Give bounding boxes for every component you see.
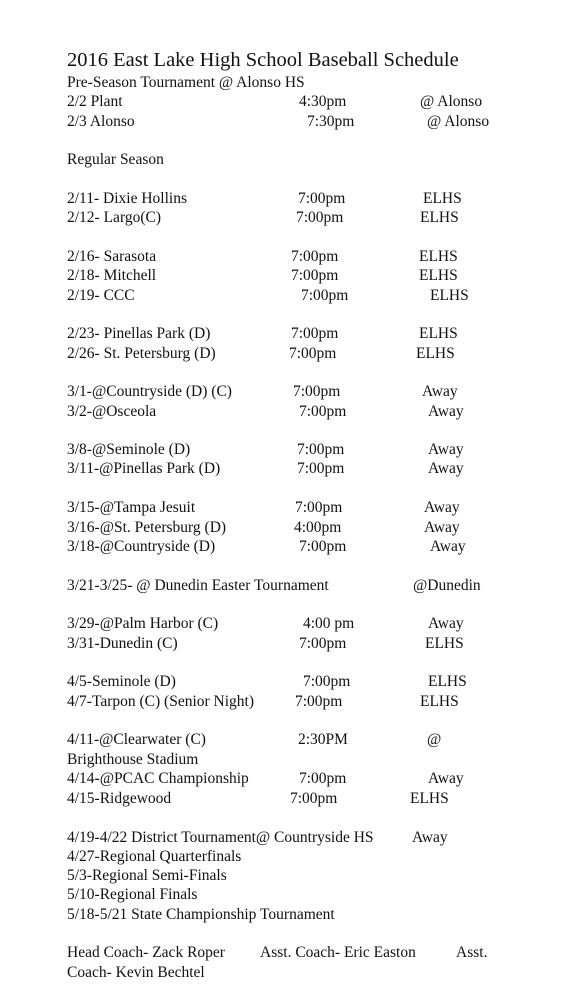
schedule-line [0, 847, 563, 867]
entry-location: ELHS [420, 209, 459, 226]
entry-time: 7:00pm [299, 635, 347, 652]
schedule-line [0, 150, 563, 170]
entry-location: Asst. [456, 944, 488, 961]
entry-location: ELHS [423, 190, 462, 207]
entry-text: 3/18-@Countryside (D) [67, 538, 216, 555]
entry-time: 7:00pm [291, 325, 339, 342]
entry-time: 7:00pm [289, 345, 337, 362]
entry-location: @ Alonso [420, 93, 483, 110]
entry-location: Away [428, 615, 464, 632]
schedule-line [0, 905, 563, 925]
schedule-line [0, 440, 563, 460]
entry-location: Away [422, 383, 458, 400]
schedule-line [0, 112, 563, 132]
entry-time: 7:00pm [296, 209, 344, 226]
entry-text: 4/15-Ridgewood [67, 790, 172, 807]
entry-text: 4/11-@Clearwater (C) [67, 731, 206, 748]
entry-text: 3/11-@Pinellas Park (D) [67, 460, 221, 477]
entry-location: ELHS [419, 248, 458, 265]
entry-time: 7:00pm [303, 673, 351, 690]
entry-time: 7:00pm [299, 538, 347, 555]
schedule-line [0, 943, 563, 963]
entry-time: 2:30PM [298, 731, 348, 748]
entry-time: 7:30pm [307, 113, 355, 130]
entry-location: ELHS [425, 635, 464, 652]
schedule-line [0, 614, 563, 634]
schedule-line [0, 382, 563, 402]
schedule-line [0, 576, 563, 596]
entry-text: 2/12- Largo(C) [67, 209, 161, 226]
entry-location: @ Alonso [427, 113, 490, 130]
entry-location: Away [412, 829, 448, 846]
schedule-line [0, 537, 563, 557]
schedule-line [0, 634, 563, 654]
schedule-line [0, 866, 563, 886]
schedule-line [0, 885, 563, 905]
entry-text: 3/2-@Osceola [67, 403, 157, 420]
entry-text: 3/21-3/25- @ Dunedin Easter Tournament [67, 577, 329, 594]
schedule-line [0, 730, 563, 750]
entry-time: 7:00pm [293, 383, 341, 400]
entry-text: 4/27-Regional Quarterfinals [67, 848, 242, 865]
schedule-line [0, 518, 563, 538]
entry-location: Away [424, 519, 460, 536]
entry-location: Away [428, 403, 464, 420]
entry-time: 7:00pm [295, 693, 343, 710]
entry-time: 7:00pm [291, 267, 339, 284]
entry-time: 7:00pm [297, 460, 345, 477]
entry-text: Coach- Kevin Bechtel [67, 964, 205, 981]
entry-text: 2/11- Dixie Hollins [67, 190, 187, 207]
entry-text: 4/14-@PCAC Championship [67, 770, 249, 787]
schedule-line [0, 963, 563, 983]
entry-time: 7:00pm [301, 287, 349, 304]
entry-text: 4/19-4/22 District Tournament@ Countryside HS [67, 829, 374, 846]
schedule-line [0, 344, 563, 364]
entry-location: @Dunedin [413, 577, 481, 594]
schedule-line [0, 750, 563, 770]
entry-text: 3/16-@St. Petersburg (D) [67, 519, 227, 536]
entry-text: Head Coach- Zack Roper [67, 944, 225, 961]
entry-text: 2/3 Alonso [67, 113, 135, 130]
entry-time: 7:00pm [298, 190, 346, 207]
entry-text: 3/8-@Seminole (D) [67, 441, 191, 458]
schedule-line [0, 789, 563, 809]
entry-time: 7:00pm [299, 770, 347, 787]
entry-location: ELHS [420, 693, 459, 710]
schedule-line [0, 92, 563, 112]
entry-text: 5/3-Regional Semi-Finals [67, 867, 227, 884]
entry-location: Away [430, 538, 466, 555]
entry-time: 7:00pm [291, 248, 339, 265]
entry-time: 7:00pm [295, 499, 343, 516]
entry-text: 3/15-@Tampa Jesuit [67, 499, 196, 516]
entry-location: Away [428, 441, 464, 458]
schedule-line [0, 498, 563, 518]
entry-text: 2/23- Pinellas Park (D) [67, 325, 211, 342]
entry-text: 2/26- St. Petersburg (D) [67, 345, 216, 362]
entry-text: 3/31-Dunedin (C) [67, 635, 178, 652]
entry-text: 2/16- Sarasota [67, 248, 157, 265]
entry-text: 2/19- CCC [67, 287, 135, 304]
schedule-line [0, 247, 563, 267]
entry-time: 7:00pm [299, 403, 347, 420]
entry-location: ELHS [428, 673, 467, 690]
schedule-line [0, 769, 563, 789]
entry-location: ELHS [430, 287, 469, 304]
entry-time: 7:00pm [290, 790, 338, 807]
entry-time: Asst. Coach- Eric Easton [260, 944, 416, 961]
schedule-line [0, 208, 563, 228]
entry-location: @ [427, 731, 442, 748]
schedule-line [0, 672, 563, 692]
entry-time: 4:00pm [294, 519, 342, 536]
entry-text: Pre-Season Tournament @ Alonso HS [67, 74, 305, 91]
entry-location: ELHS [416, 345, 455, 362]
schedule-line [0, 189, 563, 209]
entry-text: 2/2 Plant [67, 93, 123, 110]
schedule-line [0, 286, 563, 306]
entry-text: 4/7-Tarpon (C) (Senior Night) [67, 693, 255, 710]
entry-location: Away [424, 499, 460, 516]
schedule-line [0, 324, 563, 344]
schedule-line [0, 459, 563, 479]
entry-location: Away [428, 460, 464, 477]
entry-text: Regular Season [67, 151, 164, 168]
entry-text: Brighthouse Stadium [67, 751, 199, 768]
entry-text: 2/18- Mitchell [67, 267, 157, 284]
schedule-line [0, 692, 563, 712]
schedule-line [0, 266, 563, 286]
schedule-line [0, 402, 563, 422]
document-title: 2016 East Lake High School Baseball Schedule [67, 49, 459, 71]
entry-text: 4/5-Seminole (D) [67, 673, 176, 690]
entry-text: 3/29-@Palm Harbor (C) [67, 615, 219, 632]
entry-text: 5/10-Regional Finals [67, 886, 198, 903]
entry-location: ELHS [419, 267, 458, 284]
schedule-line [0, 828, 563, 848]
entry-time: 4:00 pm [303, 615, 355, 632]
entry-location: ELHS [410, 790, 449, 807]
entry-location: Away [428, 770, 464, 787]
entry-text: 5/18-5/21 State Championship Tournament [67, 906, 335, 923]
entry-time: 4:30pm [299, 93, 347, 110]
entry-time: 7:00pm [297, 441, 345, 458]
schedule-line [0, 73, 563, 93]
entry-location: ELHS [419, 325, 458, 342]
entry-text: 3/1-@Countryside (D) (C) [67, 383, 232, 400]
